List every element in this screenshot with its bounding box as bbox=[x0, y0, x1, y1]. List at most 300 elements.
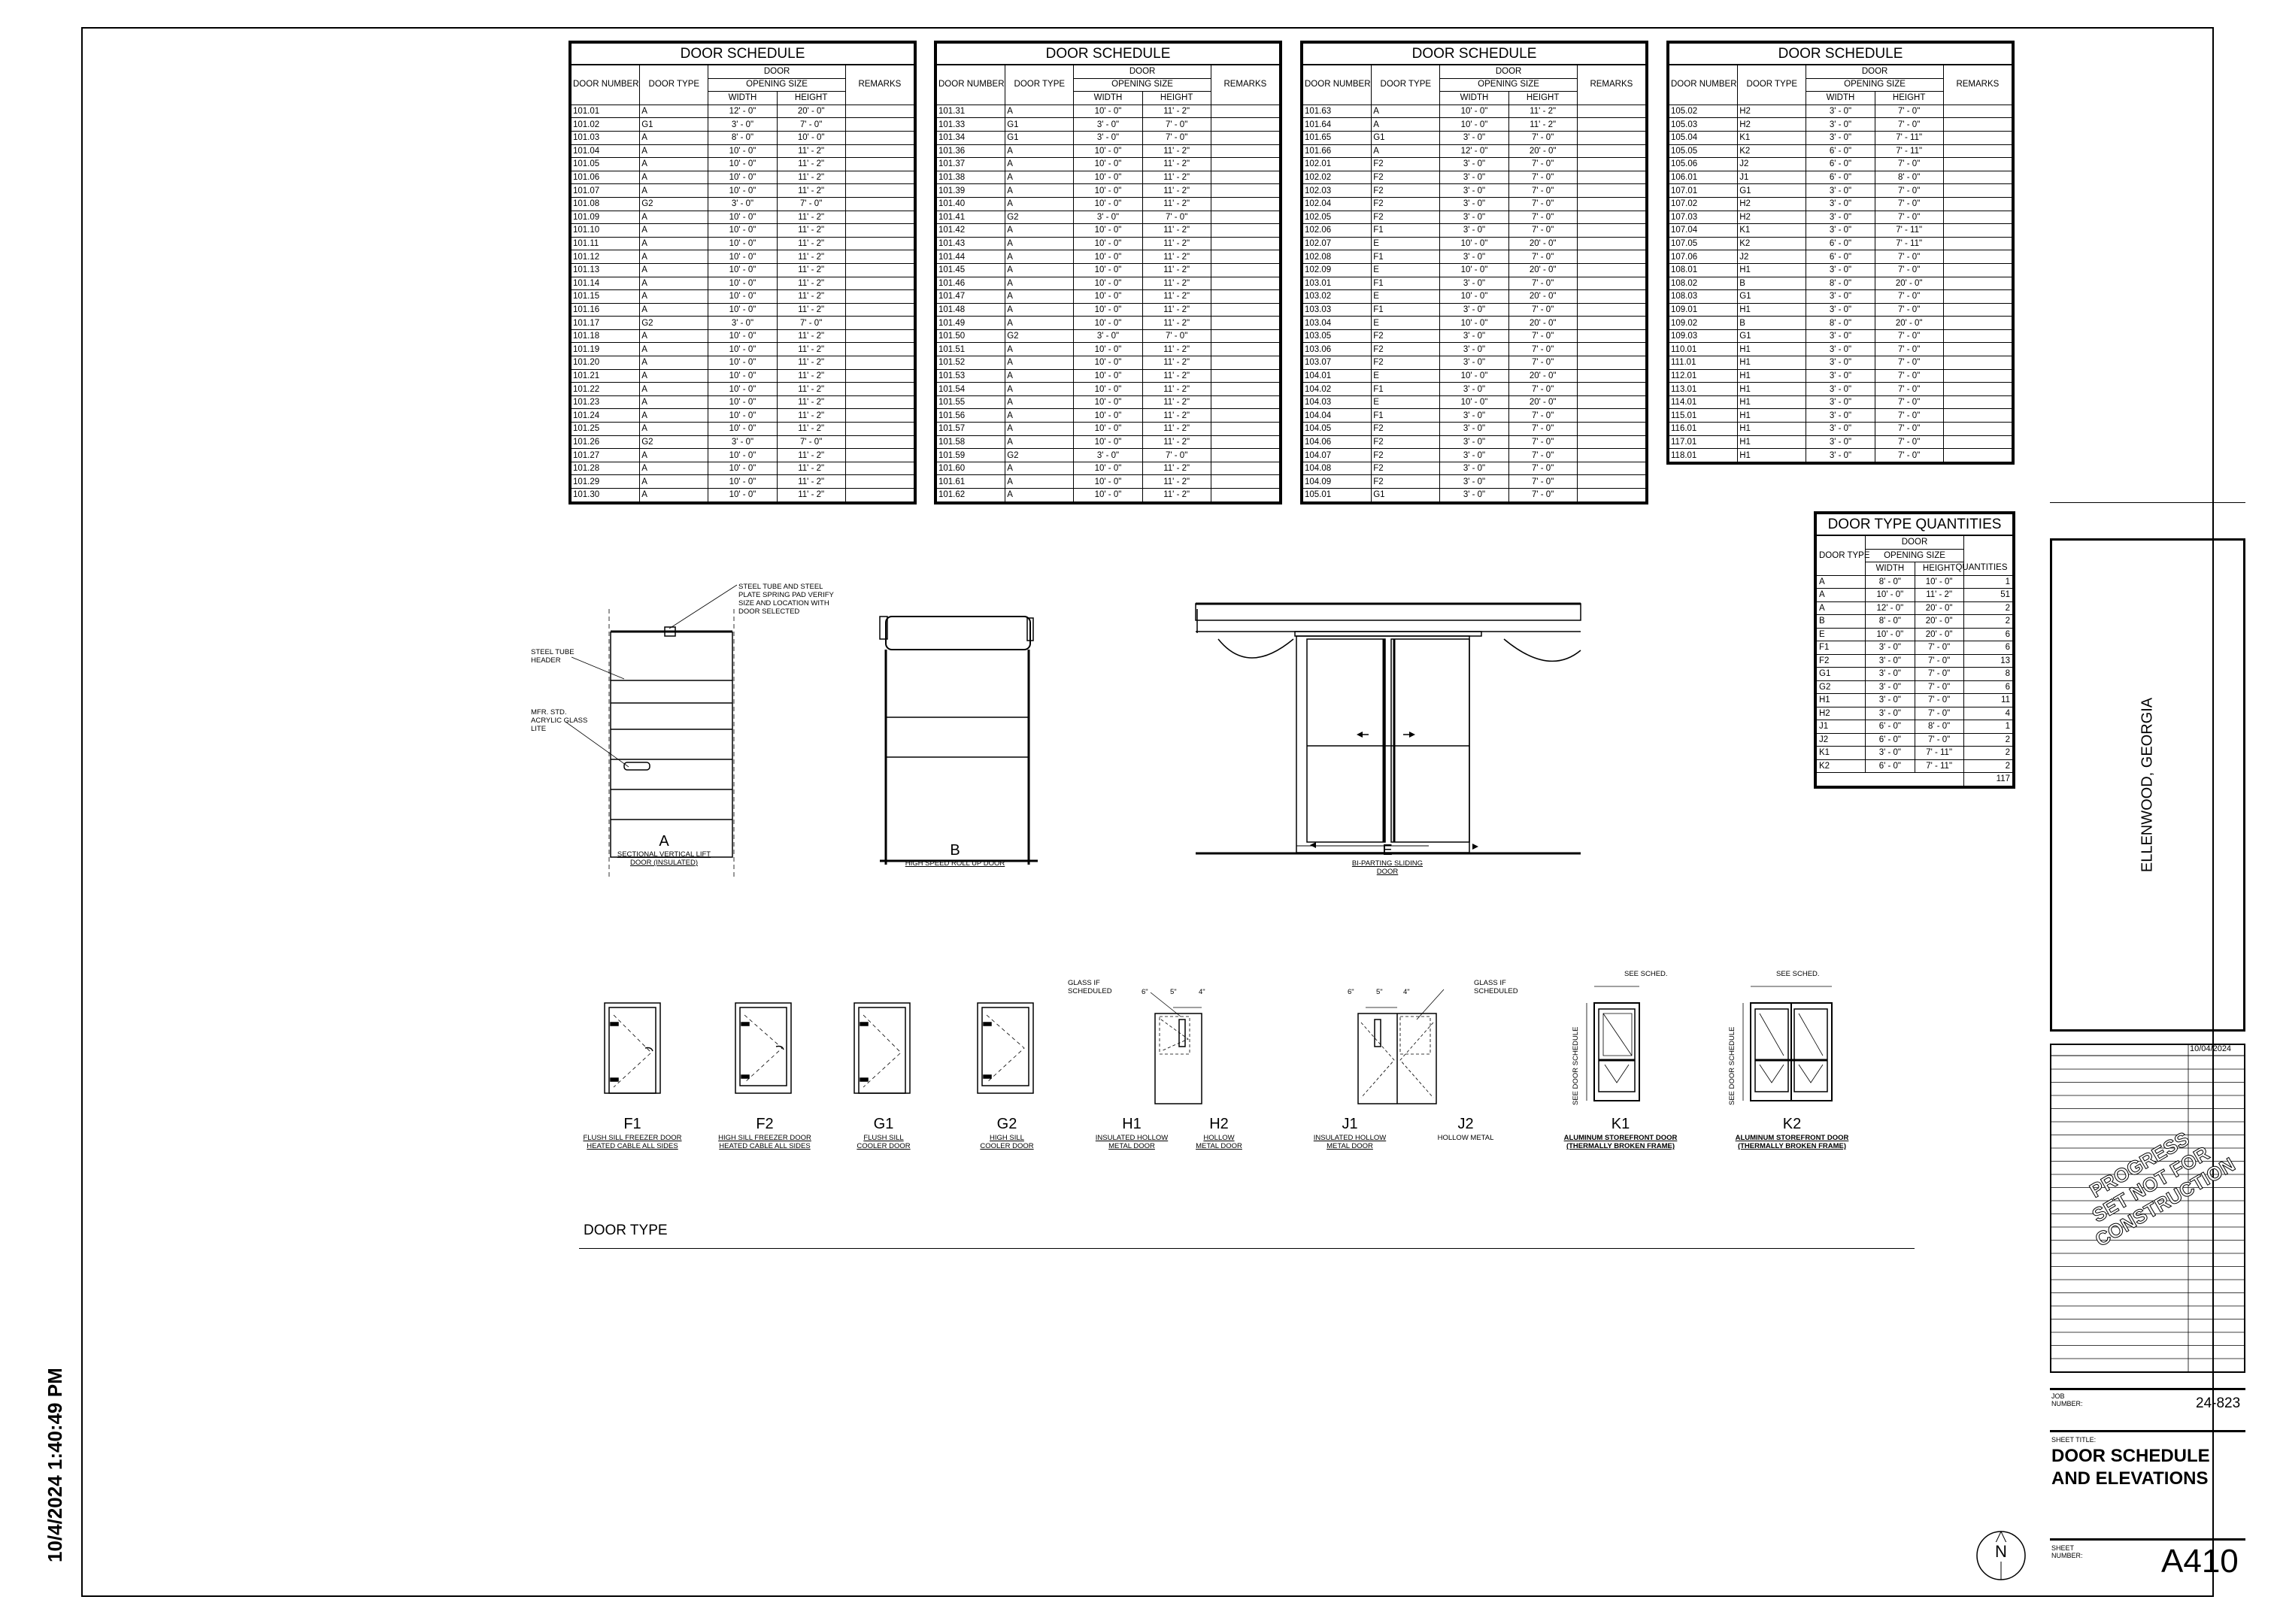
height-cell: 11' - 2" bbox=[777, 383, 845, 396]
width-cell: 3' - 0" bbox=[708, 435, 777, 449]
height-cell: 11' - 2" bbox=[1142, 462, 1211, 475]
door-type-cell: A bbox=[1005, 158, 1074, 171]
section-title-underline bbox=[579, 1248, 1915, 1249]
schedule-row bbox=[1303, 317, 1646, 330]
qty-count-cell: 2 bbox=[1963, 615, 2012, 629]
door-number-cell: 101.64 bbox=[1303, 118, 1372, 132]
qty-type-cell: H2 bbox=[1817, 707, 1866, 720]
width-cell: 3' - 0" bbox=[1806, 131, 1875, 144]
door-type-cell: A bbox=[640, 224, 708, 238]
width-cell: 3' - 0" bbox=[1074, 211, 1142, 224]
qty-type-cell: H1 bbox=[1817, 694, 1866, 707]
width-cell: 3' - 0" bbox=[1440, 158, 1508, 171]
qty-row bbox=[1817, 720, 2013, 734]
height-cell: 11' - 2" bbox=[1142, 171, 1211, 184]
remarks-cell bbox=[845, 435, 914, 449]
door-number-cell: 101.31 bbox=[937, 105, 1005, 118]
qty-row bbox=[1817, 694, 2013, 707]
door-type-cell: A bbox=[1005, 277, 1074, 290]
schedule-row bbox=[1669, 383, 2012, 396]
width-cell: 3' - 0" bbox=[1806, 369, 1875, 383]
door-number-cell: 101.24 bbox=[572, 409, 640, 423]
qty-height-cell: 7' - 0" bbox=[1915, 641, 1963, 655]
door-k2-drawing bbox=[1743, 986, 1832, 1101]
remarks-cell bbox=[845, 383, 914, 396]
remarks-cell bbox=[1211, 356, 1279, 370]
door-schedule-3 bbox=[1300, 41, 1648, 504]
width-cell: 3' - 0" bbox=[1074, 329, 1142, 343]
width-cell: 10' - 0" bbox=[1074, 184, 1142, 198]
height-cell: 11' - 2" bbox=[1142, 277, 1211, 290]
schedule-row bbox=[572, 105, 914, 118]
height-cell: 11' - 2" bbox=[1142, 144, 1211, 158]
height-cell: 20' - 0" bbox=[777, 105, 845, 118]
height-cell: 7' - 0" bbox=[1875, 329, 1943, 343]
height-cell: 7' - 0" bbox=[777, 435, 845, 449]
height-cell: 11' - 2" bbox=[777, 171, 845, 184]
door-number-cell: 102.07 bbox=[1303, 237, 1372, 250]
door-type-cell: A bbox=[640, 395, 708, 409]
schedule-row bbox=[1669, 303, 2012, 317]
door-type-cell: H1 bbox=[1738, 263, 1806, 277]
schedule-row bbox=[1303, 277, 1646, 290]
width-cell: 8' - 0" bbox=[708, 131, 777, 144]
remarks-cell bbox=[1577, 449, 1645, 462]
remarks-cell bbox=[1577, 158, 1645, 171]
remarks-cell bbox=[1943, 290, 2012, 304]
height-cell: 7' - 11" bbox=[1875, 131, 1943, 144]
height-cell: 7' - 0" bbox=[1875, 211, 1943, 224]
door-type-cell: A bbox=[1005, 184, 1074, 198]
height-cell: 11' - 2" bbox=[777, 475, 845, 489]
remarks-cell bbox=[1211, 435, 1279, 449]
door-type-cell: A bbox=[1005, 343, 1074, 356]
width-cell: 10' - 0" bbox=[708, 211, 777, 224]
height-cell: 7' - 0" bbox=[1508, 329, 1577, 343]
remarks-cell bbox=[1577, 435, 1645, 449]
schedule-row bbox=[937, 383, 1280, 396]
qty-width-cell: 6' - 0" bbox=[1866, 759, 1915, 773]
header-opening-size: OPENING SIZE bbox=[1440, 78, 1577, 92]
door-j1-desc: INSULATED HOLLOW METAL DOOR bbox=[1313, 1134, 1387, 1150]
door-type-cell: A bbox=[1005, 423, 1074, 436]
width-cell: 10' - 0" bbox=[1440, 395, 1508, 409]
height-cell: 7' - 0" bbox=[1508, 211, 1577, 224]
door-type-cell: A bbox=[1005, 197, 1074, 211]
progress-set-watermark: PROGRESS SET NOT FOR CONSTRUCTION bbox=[2085, 1127, 2239, 1251]
door-type-cell: G2 bbox=[1005, 329, 1074, 343]
qty-width-cell: 12' - 0" bbox=[1866, 601, 1915, 615]
remarks-cell bbox=[1211, 369, 1279, 383]
door-number-cell: 106.01 bbox=[1669, 171, 1738, 184]
height-cell: 7' - 0" bbox=[1875, 158, 1943, 171]
schedule-row bbox=[1303, 449, 1646, 462]
header-door: DOOR bbox=[1074, 65, 1211, 78]
schedule-row bbox=[937, 303, 1280, 317]
header-width: WIDTH bbox=[708, 92, 777, 105]
remarks-cell bbox=[1577, 462, 1645, 475]
height-cell: 11' - 2" bbox=[1142, 158, 1211, 171]
door-a-tag: A bbox=[659, 833, 669, 850]
width-cell: 10' - 0" bbox=[1074, 489, 1142, 502]
remarks-cell bbox=[1943, 356, 2012, 370]
door-number-cell: 102.08 bbox=[1303, 250, 1372, 264]
tb-rule-1 bbox=[2050, 1388, 2245, 1390]
remarks-cell bbox=[1211, 144, 1279, 158]
schedule-row bbox=[937, 158, 1280, 171]
schedule-row bbox=[937, 317, 1280, 330]
door-type-cell: A bbox=[640, 290, 708, 304]
height-cell: 7' - 0" bbox=[1508, 197, 1577, 211]
door-type-cell: F2 bbox=[1372, 211, 1440, 224]
height-cell: 20' - 0" bbox=[1508, 369, 1577, 383]
door-number-cell: 101.25 bbox=[572, 423, 640, 436]
schedule-row bbox=[1669, 144, 2012, 158]
door-number-cell: 103.06 bbox=[1303, 343, 1372, 356]
door-type-cell: F2 bbox=[1372, 171, 1440, 184]
header-door-number: DOOR NUMBER bbox=[572, 65, 640, 105]
door-type-cell: H1 bbox=[1738, 383, 1806, 396]
height-cell: 11' - 2" bbox=[777, 409, 845, 423]
door-type-cell: E bbox=[1372, 263, 1440, 277]
schedule-row bbox=[572, 277, 914, 290]
qty-count-cell: 11 bbox=[1963, 694, 2012, 707]
note-j-glass: GLASS IF SCHEDULED bbox=[1474, 979, 1518, 995]
job-number-label: JOB NUMBER: bbox=[2051, 1392, 2083, 1407]
door-type-cell: A bbox=[640, 237, 708, 250]
qty-width-cell: 8' - 0" bbox=[1866, 615, 1915, 629]
height-cell: 20' - 0" bbox=[1508, 237, 1577, 250]
door-number-cell: 108.01 bbox=[1669, 263, 1738, 277]
width-cell: 10' - 0" bbox=[1074, 290, 1142, 304]
schedule-row bbox=[937, 118, 1280, 132]
height-cell: 11' - 2" bbox=[1142, 263, 1211, 277]
width-cell: 3' - 0" bbox=[1074, 449, 1142, 462]
remarks-cell bbox=[845, 317, 914, 330]
door-number-cell: 102.04 bbox=[1303, 197, 1372, 211]
height-cell: 7' - 0" bbox=[1875, 435, 1943, 449]
door-number-cell: 105.03 bbox=[1669, 118, 1738, 132]
door-number-cell: 109.01 bbox=[1669, 303, 1738, 317]
qty-height-cell: 10' - 0" bbox=[1915, 575, 1963, 589]
width-cell: 3' - 0" bbox=[1806, 118, 1875, 132]
door-type-cell: F2 bbox=[1372, 475, 1440, 489]
remarks-cell bbox=[1943, 118, 2012, 132]
width-cell: 10' - 0" bbox=[1440, 118, 1508, 132]
door-type-cell: E bbox=[1372, 395, 1440, 409]
height-cell: 7' - 0" bbox=[1142, 211, 1211, 224]
door-j-drawing bbox=[1358, 989, 1444, 1104]
door-number-cell: 101.30 bbox=[572, 489, 640, 502]
door-type-cell: B bbox=[1738, 277, 1806, 290]
schedule-row bbox=[1303, 475, 1646, 489]
door-number-cell: 101.33 bbox=[937, 118, 1005, 132]
schedule-row bbox=[1303, 118, 1646, 132]
qty-width-cell: 10' - 0" bbox=[1866, 628, 1915, 641]
header-remarks: REMARKS bbox=[1211, 65, 1279, 105]
door-number-cell: 101.36 bbox=[937, 144, 1005, 158]
revision-date: 10/04/2024 bbox=[2190, 1044, 2232, 1053]
remarks-cell bbox=[845, 343, 914, 356]
width-cell: 10' - 0" bbox=[708, 475, 777, 489]
remarks-cell bbox=[845, 395, 914, 409]
remarks-cell bbox=[1943, 409, 2012, 423]
door-type-cell: A bbox=[640, 409, 708, 423]
door-number-cell: 101.38 bbox=[937, 171, 1005, 184]
dim-j-6: 6" bbox=[1348, 988, 1354, 996]
width-cell: 10' - 0" bbox=[708, 237, 777, 250]
qty-type-cell: J1 bbox=[1817, 720, 1866, 734]
height-cell: 7' - 0" bbox=[1508, 250, 1577, 264]
width-cell: 12' - 0" bbox=[708, 105, 777, 118]
door-k2-desc: ALUMINUM STOREFRONT DOOR (THERMALLY BROKEN FRAME) bbox=[1735, 1134, 1849, 1150]
width-cell: 10' - 0" bbox=[1074, 224, 1142, 238]
door-type-cell: A bbox=[1005, 317, 1074, 330]
door-schedule-4 bbox=[1666, 41, 2015, 465]
door-type-cell: G1 bbox=[1005, 131, 1074, 144]
door-number-cell: 103.05 bbox=[1303, 329, 1372, 343]
schedule-row bbox=[572, 224, 914, 238]
qty-header-door-type: DOOR TYPE bbox=[1817, 535, 1866, 575]
remarks-cell bbox=[1577, 369, 1645, 383]
height-cell: 11' - 2" bbox=[777, 224, 845, 238]
door-type-cell: A bbox=[1005, 369, 1074, 383]
qty-total: 117 bbox=[1963, 773, 2012, 786]
door-type-cell: A bbox=[640, 144, 708, 158]
door-number-cell: 108.03 bbox=[1669, 290, 1738, 304]
door-number-cell: 101.28 bbox=[572, 462, 640, 475]
width-cell: 3' - 0" bbox=[1440, 462, 1508, 475]
door-type-cell: A bbox=[1005, 489, 1074, 502]
door-number-cell: 101.42 bbox=[937, 224, 1005, 238]
door-type-cell: A bbox=[640, 329, 708, 343]
qty-count-cell: 2 bbox=[1963, 601, 2012, 615]
height-cell: 11' - 2" bbox=[777, 462, 845, 475]
width-cell: 10' - 0" bbox=[1074, 462, 1142, 475]
width-cell: 3' - 0" bbox=[1440, 211, 1508, 224]
door-number-cell: 101.60 bbox=[937, 462, 1005, 475]
width-cell: 10' - 0" bbox=[1074, 395, 1142, 409]
width-cell: 3' - 0" bbox=[1806, 409, 1875, 423]
qty-type-cell: G2 bbox=[1817, 680, 1866, 694]
width-cell: 10' - 0" bbox=[1074, 250, 1142, 264]
door-h-drawing bbox=[1151, 992, 1202, 1104]
door-type-cell: A bbox=[1005, 409, 1074, 423]
sheet-number-label: SHEET NUMBER: bbox=[2051, 1544, 2083, 1559]
remarks-cell bbox=[845, 118, 914, 132]
qty-height-cell: 7' - 11" bbox=[1915, 747, 1963, 760]
door-type-cell: H2 bbox=[1738, 211, 1806, 224]
door-type-cell: A bbox=[1005, 290, 1074, 304]
door-number-cell: 104.09 bbox=[1303, 475, 1372, 489]
schedule-row bbox=[572, 144, 914, 158]
door-g2-tag: G2 bbox=[996, 1116, 1017, 1132]
door-number-cell: 101.02 bbox=[572, 118, 640, 132]
height-cell: 20' - 0" bbox=[1875, 317, 1943, 330]
qty-type-cell: G1 bbox=[1817, 668, 1866, 681]
remarks-cell bbox=[845, 158, 914, 171]
door-type-cell: F2 bbox=[1372, 435, 1440, 449]
width-cell: 10' - 0" bbox=[1074, 277, 1142, 290]
width-cell: 8' - 0" bbox=[1806, 317, 1875, 330]
schedule-row bbox=[1669, 356, 2012, 370]
remarks-cell bbox=[1211, 277, 1279, 290]
remarks-cell bbox=[1943, 184, 2012, 198]
height-cell: 11' - 2" bbox=[1142, 343, 1211, 356]
door-number-cell: 101.40 bbox=[937, 197, 1005, 211]
project-location: ELLENWOOD, GEORGIA bbox=[2139, 697, 2156, 873]
door-type-cell: A bbox=[1005, 171, 1074, 184]
header-opening-size: OPENING SIZE bbox=[708, 78, 845, 92]
remarks-cell bbox=[1211, 250, 1279, 264]
remarks-cell bbox=[845, 329, 914, 343]
door-type-cell: K1 bbox=[1738, 224, 1806, 238]
qty-height-cell: 7' - 11" bbox=[1915, 759, 1963, 773]
remarks-cell bbox=[1943, 250, 2012, 264]
height-cell: 7' - 0" bbox=[1508, 171, 1577, 184]
header-door-number: DOOR NUMBER bbox=[937, 65, 1005, 105]
schedule-row bbox=[1303, 184, 1646, 198]
door-j1-tag: J1 bbox=[1342, 1116, 1358, 1132]
door-type-cell: F1 bbox=[1372, 409, 1440, 423]
schedule-row bbox=[1669, 329, 2012, 343]
remarks-cell bbox=[1577, 489, 1645, 502]
schedule-row bbox=[1669, 277, 2012, 290]
qty-type-cell: A bbox=[1817, 589, 1866, 602]
door-type-cell: F1 bbox=[1372, 277, 1440, 290]
door-type-cell: A bbox=[640, 131, 708, 144]
qty-header-door: DOOR bbox=[1866, 535, 1964, 549]
remarks-cell bbox=[1943, 224, 2012, 238]
door-k2-tag: K2 bbox=[1782, 1116, 1802, 1132]
width-cell: 3' - 0" bbox=[1806, 105, 1875, 118]
header-width: WIDTH bbox=[1074, 92, 1142, 105]
remarks-cell bbox=[1943, 105, 2012, 118]
qty-row bbox=[1817, 747, 2013, 760]
qty-row bbox=[1817, 641, 2013, 655]
dim-h-5: 5" bbox=[1170, 988, 1177, 996]
schedule-row bbox=[937, 423, 1280, 436]
width-cell: 10' - 0" bbox=[708, 158, 777, 171]
height-cell: 11' - 2" bbox=[777, 329, 845, 343]
qty-row bbox=[1817, 707, 2013, 720]
width-cell: 10' - 0" bbox=[708, 224, 777, 238]
header-height: HEIGHT bbox=[1142, 92, 1211, 105]
k1-see-door-schedule: SEE DOOR SCHEDULE bbox=[1572, 1026, 1580, 1105]
door-j2-tag: J2 bbox=[1457, 1116, 1474, 1132]
door-k1-desc: ALUMINUM STOREFRONT DOOR (THERMALLY BROKEN FRAME) bbox=[1563, 1134, 1678, 1150]
schedule-row bbox=[1303, 356, 1646, 370]
door-number-cell: 102.01 bbox=[1303, 158, 1372, 171]
width-cell: 10' - 0" bbox=[708, 383, 777, 396]
qty-count-cell: 2 bbox=[1963, 759, 2012, 773]
remarks-cell bbox=[1577, 423, 1645, 436]
schedule-row bbox=[1669, 250, 2012, 264]
width-cell: 3' - 0" bbox=[1440, 277, 1508, 290]
height-cell: 11' - 2" bbox=[777, 237, 845, 250]
door-type-cell: A bbox=[1005, 224, 1074, 238]
door-type-cell: G1 bbox=[640, 118, 708, 132]
door-type-cell: G2 bbox=[1005, 211, 1074, 224]
door-number-cell: 101.19 bbox=[572, 343, 640, 356]
door-number-cell: 101.14 bbox=[572, 277, 640, 290]
width-cell: 10' - 0" bbox=[1440, 290, 1508, 304]
height-cell: 20' - 0" bbox=[1508, 290, 1577, 304]
qty-width-cell: 3' - 0" bbox=[1866, 668, 1915, 681]
door-number-cell: 102.09 bbox=[1303, 263, 1372, 277]
remarks-cell bbox=[1943, 158, 2012, 171]
door-number-cell: 101.46 bbox=[937, 277, 1005, 290]
schedule-row bbox=[1669, 105, 2012, 118]
schedule-row bbox=[937, 211, 1280, 224]
door-type-cell: K2 bbox=[1738, 144, 1806, 158]
height-cell: 20' - 0" bbox=[1508, 317, 1577, 330]
qty-count-cell: 1 bbox=[1963, 575, 2012, 589]
door-number-cell: 104.01 bbox=[1303, 369, 1372, 383]
door-number-cell: 101.20 bbox=[572, 356, 640, 370]
qty-type-cell: B bbox=[1817, 615, 1866, 629]
remarks-cell bbox=[1577, 224, 1645, 238]
door-number-cell: 105.04 bbox=[1669, 131, 1738, 144]
door-type-cell: G1 bbox=[1738, 329, 1806, 343]
schedule-row bbox=[1303, 131, 1646, 144]
door-number-cell: 101.39 bbox=[937, 184, 1005, 198]
width-cell: 10' - 0" bbox=[1074, 475, 1142, 489]
schedule-row bbox=[1669, 237, 2012, 250]
remarks-cell bbox=[1577, 144, 1645, 158]
height-cell: 7' - 0" bbox=[1508, 409, 1577, 423]
remarks-cell bbox=[1943, 329, 2012, 343]
remarks-cell bbox=[845, 131, 914, 144]
door-type-cell: A bbox=[640, 462, 708, 475]
door-type-cell: A bbox=[640, 383, 708, 396]
height-cell: 7' - 0" bbox=[1508, 383, 1577, 396]
door-type-cell: G2 bbox=[640, 435, 708, 449]
remarks-cell bbox=[1577, 475, 1645, 489]
qty-row bbox=[1817, 668, 2013, 681]
door-e-drawing bbox=[1196, 604, 1581, 853]
schedule-row bbox=[937, 263, 1280, 277]
note-a-header: STEEL TUBE HEADER bbox=[531, 648, 575, 665]
door-type-cell: F2 bbox=[1372, 197, 1440, 211]
door-number-cell: 101.53 bbox=[937, 369, 1005, 383]
door-g1-tag: G1 bbox=[873, 1116, 894, 1132]
door-number-cell: 103.03 bbox=[1303, 303, 1372, 317]
remarks-cell bbox=[1577, 171, 1645, 184]
elevation-drawings-row2 bbox=[587, 970, 1880, 1113]
height-cell: 11' - 2" bbox=[1142, 409, 1211, 423]
remarks-cell bbox=[1211, 211, 1279, 224]
tb-rule-2 bbox=[2050, 1430, 2245, 1432]
sheet-number: A410 bbox=[2161, 1543, 2239, 1580]
width-cell: 3' - 0" bbox=[1806, 224, 1875, 238]
width-cell: 3' - 0" bbox=[1440, 171, 1508, 184]
door-type-cell: A bbox=[1372, 144, 1440, 158]
header-door-type: DOOR TYPE bbox=[1005, 65, 1074, 105]
height-cell: 7' - 0" bbox=[1508, 303, 1577, 317]
door-number-cell: 101.03 bbox=[572, 131, 640, 144]
schedule-row bbox=[572, 317, 914, 330]
door-type-cell: G2 bbox=[1005, 449, 1074, 462]
qty-count-cell: 6 bbox=[1963, 628, 2012, 641]
door-type-cell: F1 bbox=[1372, 383, 1440, 396]
header-remarks: REMARKS bbox=[1577, 65, 1645, 105]
schedule-row bbox=[572, 343, 914, 356]
door-number-cell: 103.04 bbox=[1303, 317, 1372, 330]
door-type-cell: A bbox=[1005, 263, 1074, 277]
height-cell: 11' - 2" bbox=[1142, 105, 1211, 118]
schedule-row bbox=[572, 475, 914, 489]
